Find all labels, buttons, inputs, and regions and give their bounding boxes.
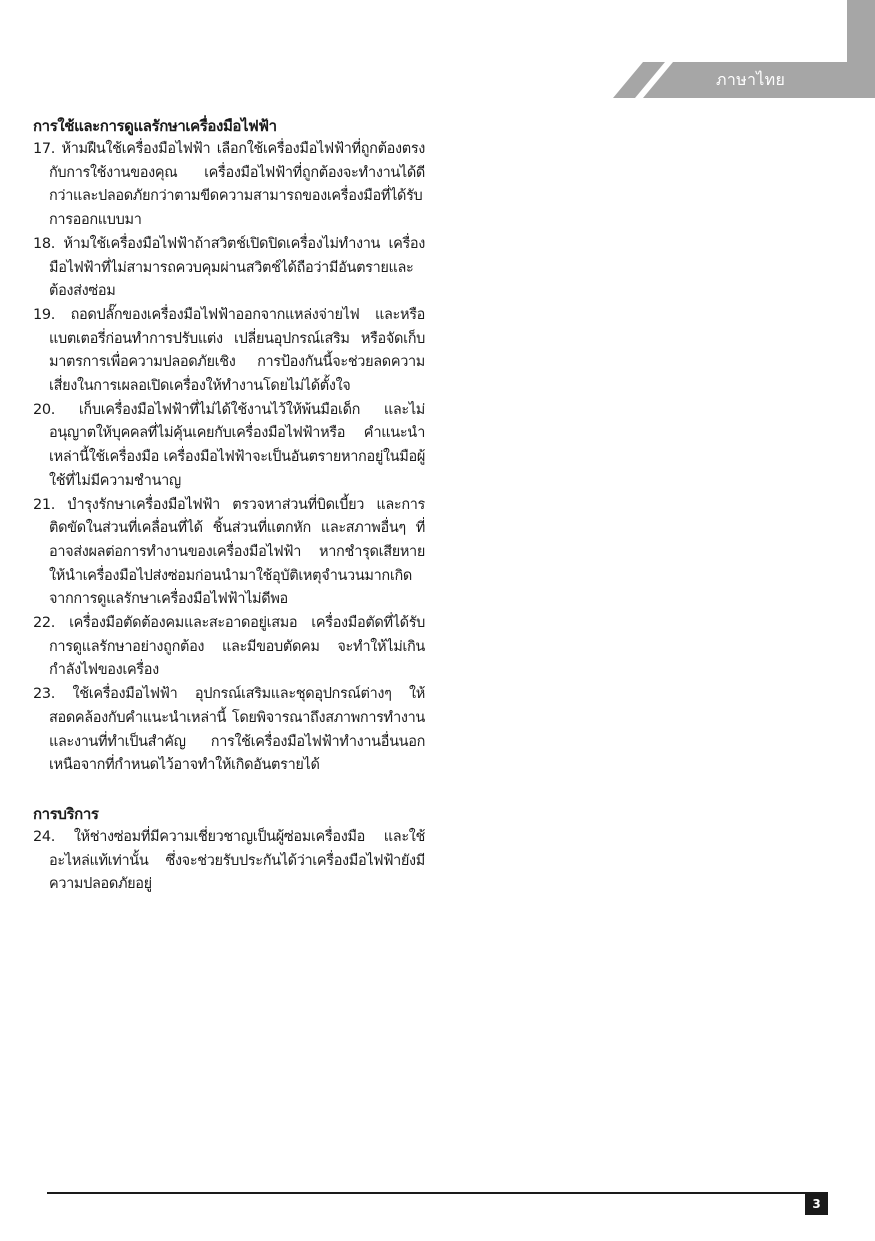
list-item (33, 138, 425, 233)
item-text: ห้ามฝืนใช้เครื่องมือไฟฟ้า เลือกใช้เครื่องมือไฟฟ้าที่ถูกต้องตรงกับการใช้งานของคุณ เครื่องมือไฟฟ้าที่ถูกต้องจะทำงานได้ดีกว่าและปลอดภัยกว่าตามขีดความสามารถของเครื่องมือที่ได้รับการออกแบบมา (49, 141, 425, 229)
list-item (33, 683, 425, 778)
item-number: 19. (33, 306, 56, 323)
list-item (33, 233, 425, 304)
language-label: ภาษาไทย (716, 70, 786, 89)
footer-divider (47, 1192, 828, 1194)
item-text: ห้ามใช้เครื่องมือไฟฟ้าถ้าสวิตช์เปิดปิดเครื่องไม่ทำงาน เครื่องมือไฟฟ้าที่ไม่สามารถควบคุมผ่านสวิตช์ได้ถือว่ามีอันตรายและต้องส่งซ่อม (49, 235, 425, 300)
item-number: 21. (33, 496, 56, 513)
item-text: เครื่องมือตัดต้องคมและสะอาดอยู่เสมอ เครื่องมือตัดที่ได้รับการดูแลรักษาอย่างถูกต้อง และมีขอบตัดคม จะทำให้ไม่เกินกำลังไฟของเครื่อง (49, 615, 425, 679)
list-item (33, 399, 425, 494)
list-item (33, 612, 425, 683)
item-number: 23. (33, 686, 56, 703)
section-heading-service: การบริการ (33, 804, 99, 823)
item-text: บำรุงรักษาเครื่องมือไฟฟ้า ตรวจหาส่วนที่บิดเบี้ยว และการติดขัดในส่วนที่เคลื่อนที่ได้ ชิ้นส่วนที่แตกหัก และสภาพอื่นๆ ที่อาจส่งผลต่อการทำงานของเครื่องมือไฟฟ้า หากชำรุดเสียหาย ให้นำเครื่องมือไปส่งซ่อมก่อนนำมาใช้อุบัติเหตุจำนวนมากเกิดจากการดูแลรักษาเครื่องมือไฟฟ้าไม่ดีพอ (49, 496, 425, 608)
list-item (33, 304, 425, 399)
item-text: ถอดปลั๊กของเครื่องมือไฟฟ้าออกจากแหล่งจ่ายไฟ และหรือแบตเตอรี่ก่อนทำการปรับแต่ง เปลี่ยนอุปกรณ์เสริม หรือจัดเก็บมาตรการเพื่อความปลอดภัยเชิง การป้องกันนี้จะช่วยลดความเสี่ยงในการเผลอเปิดเครื่องให้ทำงานโดยไม่ได้ตั้งใจ (49, 306, 425, 395)
list-item (33, 826, 425, 897)
item-number: 17. (33, 141, 56, 157)
item-text: ใช้เครื่องมือไฟฟ้า อุปกรณ์เสริมและชุดอุปกรณ์ต่างๆ ให้สอดคล้องกับคำแนะนำเหล่านี้ โดยพิจารณาถึงสภาพการทำงานและงานที่ทำเป็นสำคัญ การใช้เครื่องมือไฟฟ้าทำงานอื่นนอกเหนือจากที่กำหนดไว้อาจทำให้เกิดอันตรายได้ (49, 686, 425, 774)
item-number: 18. (33, 235, 56, 252)
corner-tab-decoration (847, 0, 875, 70)
item-number: 22. (33, 615, 56, 632)
section-heading-use-and-care: การใช้และการดูแลรักษาเครื่องมือไฟฟ้า (33, 117, 277, 135)
list-item (33, 494, 425, 613)
item-text: เก็บเครื่องมือไฟฟ้าที่ไม่ได้ใช้งานไว้ให้พ้นมือเด็ก และไม่อนุญาตให้บุคคลที่ไม่คุ้นเคยกับเครื่องมือไฟฟ้าหรือ คำแนะนำเหล่านี้ใช้เครื่องมือ เครื่องมือไฟฟ้าจะเป็นอันตรายหากอยู่ในมือผู้ใช้ที่ไม่มีความชำนาญ (49, 401, 426, 489)
item-number: 24. (33, 828, 56, 845)
page-number: 3 (805, 1193, 828, 1215)
main-content (33, 114, 425, 897)
item-text: ให้ช่างซ่อมที่มีความเชี่ยวชาญเป็นผู้ซ่อมเครื่องมือ และใช้อะไหล่แท้เท่านั้น ซึ่งจะช่วยรับประกันได้ว่าเครื่องมือไฟฟ้ายังมีความปลอดภัยอยู่ (49, 828, 425, 893)
item-number: 20. (33, 401, 56, 418)
